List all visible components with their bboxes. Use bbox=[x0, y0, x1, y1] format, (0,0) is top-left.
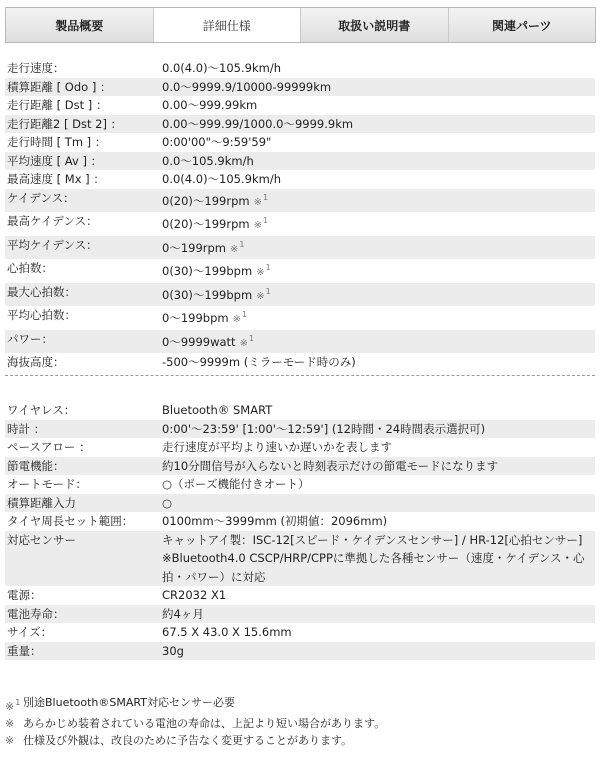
tab-bar bbox=[5, 7, 596, 43]
spec-row bbox=[5, 475, 595, 494]
spec-value-text: ※Bluetooth4.0 CSCP/HRP/CPPに準拠した各種センサー（速度・ケイデンス・心拍・パワー）に対応 bbox=[162, 551, 585, 584]
spec-row bbox=[5, 457, 595, 476]
spec-row bbox=[5, 586, 595, 605]
spec-label: 最高ケイデンス： bbox=[7, 214, 98, 228]
spec-row bbox=[5, 96, 595, 115]
spec-value bbox=[162, 586, 595, 605]
tab-detailed-specs[interactable]: 詳細仕様 bbox=[154, 8, 301, 42]
section-divider bbox=[5, 375, 595, 376]
footnote-text: 別途Bluetooth®SMART対応センサー必要 bbox=[23, 696, 235, 709]
footnote-number: 1 bbox=[265, 286, 271, 296]
spec-value-text: 0.00～999.99km bbox=[162, 98, 258, 112]
footnote-mark: ※ bbox=[5, 734, 15, 747]
spec-label: 対応センサー bbox=[7, 532, 76, 547]
spec-row bbox=[5, 259, 595, 283]
spec-value bbox=[162, 59, 595, 78]
spec-label: 走行時間 [ Tm ] ： bbox=[7, 135, 107, 149]
spec-label: ケイデンス： bbox=[7, 190, 75, 205]
footnote-mark: ※$^1$ bbox=[5, 698, 21, 713]
spec-row bbox=[5, 353, 595, 372]
spec-value bbox=[162, 475, 595, 494]
spec-row bbox=[5, 420, 595, 439]
spec-value bbox=[162, 170, 595, 189]
spec-value-text: 0.0～9999.9/10000-99999km bbox=[162, 79, 332, 94]
spec-row bbox=[5, 133, 595, 152]
spec-label: 海抜高度： bbox=[7, 355, 65, 369]
footnote-number: 1 bbox=[265, 263, 271, 272]
spec-value-text: 0:00'～23:59' [1:00'～12:59'] (12時間・24時間表示選択可) bbox=[162, 421, 486, 436]
spec-label: 時計 ： bbox=[7, 421, 46, 436]
spec-value-text: 0(20)～199rpm bbox=[162, 193, 250, 208]
spec-value-text: 0.0(4.0)～105.9km/h bbox=[162, 61, 281, 75]
spec-row bbox=[5, 512, 595, 531]
footnote-mark: ※$^1$ bbox=[256, 286, 271, 302]
spec-label: 平均心拍数： bbox=[7, 308, 76, 322]
spec-value-text: 0100mm～3999mm (初期値：2096mm) bbox=[162, 514, 388, 528]
spec-value bbox=[162, 330, 595, 354]
spec-table-features bbox=[5, 401, 595, 660]
spec-value bbox=[162, 189, 595, 213]
footnote-number: 1 bbox=[241, 310, 248, 319]
spec-value bbox=[162, 212, 595, 236]
footnote-number: 1 bbox=[15, 698, 21, 707]
spec-row bbox=[5, 494, 595, 513]
spec-value-text: 30g bbox=[162, 643, 184, 658]
footnote-number: 1 bbox=[248, 333, 255, 343]
footnote-mark: ※$^1$ bbox=[239, 333, 255, 349]
spec-value bbox=[162, 420, 595, 439]
spec-value-text: 67.5 X 43.0 X 15.6mm bbox=[162, 625, 292, 639]
footnote-number: 1 bbox=[239, 239, 245, 249]
spec-value-text: 0(20)～199rpm bbox=[162, 217, 250, 231]
spec-value-text: CR2032 X1 bbox=[162, 588, 227, 602]
footnote-mark: ※$^1$ bbox=[253, 192, 269, 208]
spec-row bbox=[5, 438, 595, 457]
footnote-mark: ※$^1$ bbox=[256, 263, 271, 278]
spec-value-text: 0.00～999.99/1000.0～9999.9km bbox=[162, 116, 354, 131]
spec-row bbox=[5, 236, 595, 260]
spec-label: ペースアロー ： bbox=[7, 440, 91, 454]
tab-manual[interactable]: 取扱い説明書 bbox=[301, 8, 448, 42]
footnote-text: あらかじめ装着されている電池の寿命は、上記より短い場合があります。 bbox=[23, 717, 386, 730]
spec-row bbox=[5, 623, 595, 642]
spec-label: 平均速度 [ Av ] ： bbox=[7, 153, 103, 168]
spec-row bbox=[5, 401, 595, 420]
spec-row bbox=[5, 330, 595, 354]
footnote-number: 1 bbox=[263, 192, 269, 202]
spec-label: ワイヤレス： bbox=[7, 403, 76, 417]
spec-row bbox=[5, 170, 595, 189]
spec-row bbox=[5, 642, 595, 661]
spec-row bbox=[5, 78, 595, 97]
spec-value-text: 0(30)～199bpm bbox=[162, 287, 253, 302]
footnote-line bbox=[5, 732, 595, 749]
spec-value bbox=[162, 78, 595, 97]
spec-value bbox=[162, 152, 595, 171]
tab-overview[interactable]: 製品概要 bbox=[6, 8, 153, 42]
spec-value-text: 0～199rpm bbox=[162, 240, 226, 255]
footnote-number: 1 bbox=[263, 216, 269, 225]
spec-value-text: 0～9999watt bbox=[162, 334, 236, 349]
spec-row bbox=[5, 59, 595, 78]
spec-value-text: -500～9999m (ミラーモード時のみ) bbox=[162, 355, 356, 369]
footnotes bbox=[5, 694, 595, 749]
footnote-mark: ※$^1$ bbox=[253, 216, 269, 231]
spec-value bbox=[162, 306, 595, 330]
spec-value-text: Bluetooth® SMART bbox=[162, 403, 273, 417]
spec-value bbox=[162, 401, 595, 420]
spec-label: サイズ： bbox=[7, 625, 53, 639]
spec-value-text: 約10分間信号が入らないと時刻表示だけの節電モードになります bbox=[162, 458, 499, 473]
spec-value bbox=[162, 642, 595, 661]
spec-label: 平均ケイデンス： bbox=[7, 237, 98, 252]
spec-label: 重量： bbox=[7, 643, 42, 658]
footnote-mark: ※ bbox=[5, 717, 15, 730]
spec-value bbox=[162, 623, 595, 642]
spec-label: オートモード： bbox=[7, 477, 88, 491]
spec-row bbox=[5, 115, 595, 134]
spec-value bbox=[162, 259, 595, 283]
spec-value bbox=[162, 438, 595, 457]
spec-label: 走行距離2 [ Dst 2] ： bbox=[7, 116, 123, 131]
spec-value bbox=[162, 494, 595, 513]
footnote-line bbox=[5, 694, 595, 715]
spec-row bbox=[5, 212, 595, 236]
spec-value-text: 0～199bpm bbox=[162, 311, 229, 325]
tab-related-parts[interactable]: 関連パーツ bbox=[449, 8, 596, 42]
spec-label: パワー： bbox=[7, 331, 53, 346]
spec-value bbox=[162, 353, 595, 372]
spec-value-text: 0:00'00"～9:59'59" bbox=[162, 135, 272, 149]
spec-value-text: 0.0～105.9km/h bbox=[162, 153, 254, 168]
spec-value bbox=[162, 115, 595, 134]
spec-value bbox=[162, 133, 595, 152]
spec-value-text: 0(30)～199bpm bbox=[162, 264, 253, 278]
spec-label: 走行速度： bbox=[7, 61, 65, 75]
spec-value bbox=[162, 283, 595, 307]
spec-value-text: ○ bbox=[162, 495, 173, 510]
spec-label: 心拍数： bbox=[7, 261, 53, 275]
spec-label: 電源： bbox=[7, 588, 42, 602]
spec-value-text: 0.0(4.0)～105.9km/h bbox=[162, 172, 281, 186]
spec-label: 積算距離 [ Odo ] ： bbox=[7, 79, 112, 94]
spec-label: 最高速度 [ Mx ] ： bbox=[7, 172, 105, 186]
spec-value bbox=[162, 96, 595, 115]
spec-value bbox=[162, 236, 595, 260]
spec-value-text: 走行速度が平均より速いか遅いかを表します bbox=[162, 440, 392, 454]
spec-value bbox=[162, 531, 595, 587]
spec-label: 節電機能： bbox=[7, 458, 65, 473]
spec-row bbox=[5, 306, 595, 330]
spec-row bbox=[5, 189, 595, 213]
spec-label: 積算距離入力 bbox=[7, 495, 76, 510]
footnote-line bbox=[5, 715, 595, 732]
spec-row bbox=[5, 531, 595, 587]
spec-value-text: 約4ヶ月 bbox=[162, 606, 204, 621]
spec-label: 電池寿命： bbox=[7, 606, 65, 621]
spec-row bbox=[5, 152, 595, 171]
spec-table-measurements bbox=[5, 59, 595, 372]
spec-label: 走行距離 [ Dst ] ： bbox=[7, 98, 108, 112]
spec-value bbox=[162, 605, 595, 624]
spec-value bbox=[162, 457, 595, 476]
spec-value bbox=[162, 512, 595, 531]
spec-row bbox=[5, 605, 595, 624]
footnote-mark: ※$^1$ bbox=[230, 239, 245, 255]
spec-row bbox=[5, 283, 595, 307]
spec-label: 最大心拍数： bbox=[7, 284, 76, 299]
footnote-mark: ※$^1$ bbox=[232, 310, 248, 325]
spec-value-text: ○（ポーズ機能付きオート） bbox=[162, 477, 310, 491]
spec-value-text: キャットアイ製：ISC-12[スピード・ケイデンスセンサー] / HR-12[心拍センサー] bbox=[162, 532, 583, 547]
spec-label: タイヤ周長セット範囲： bbox=[7, 514, 134, 528]
footnote-text: 仕様及び外観は、改良のために予告なく変更することがあります。 bbox=[23, 734, 353, 747]
